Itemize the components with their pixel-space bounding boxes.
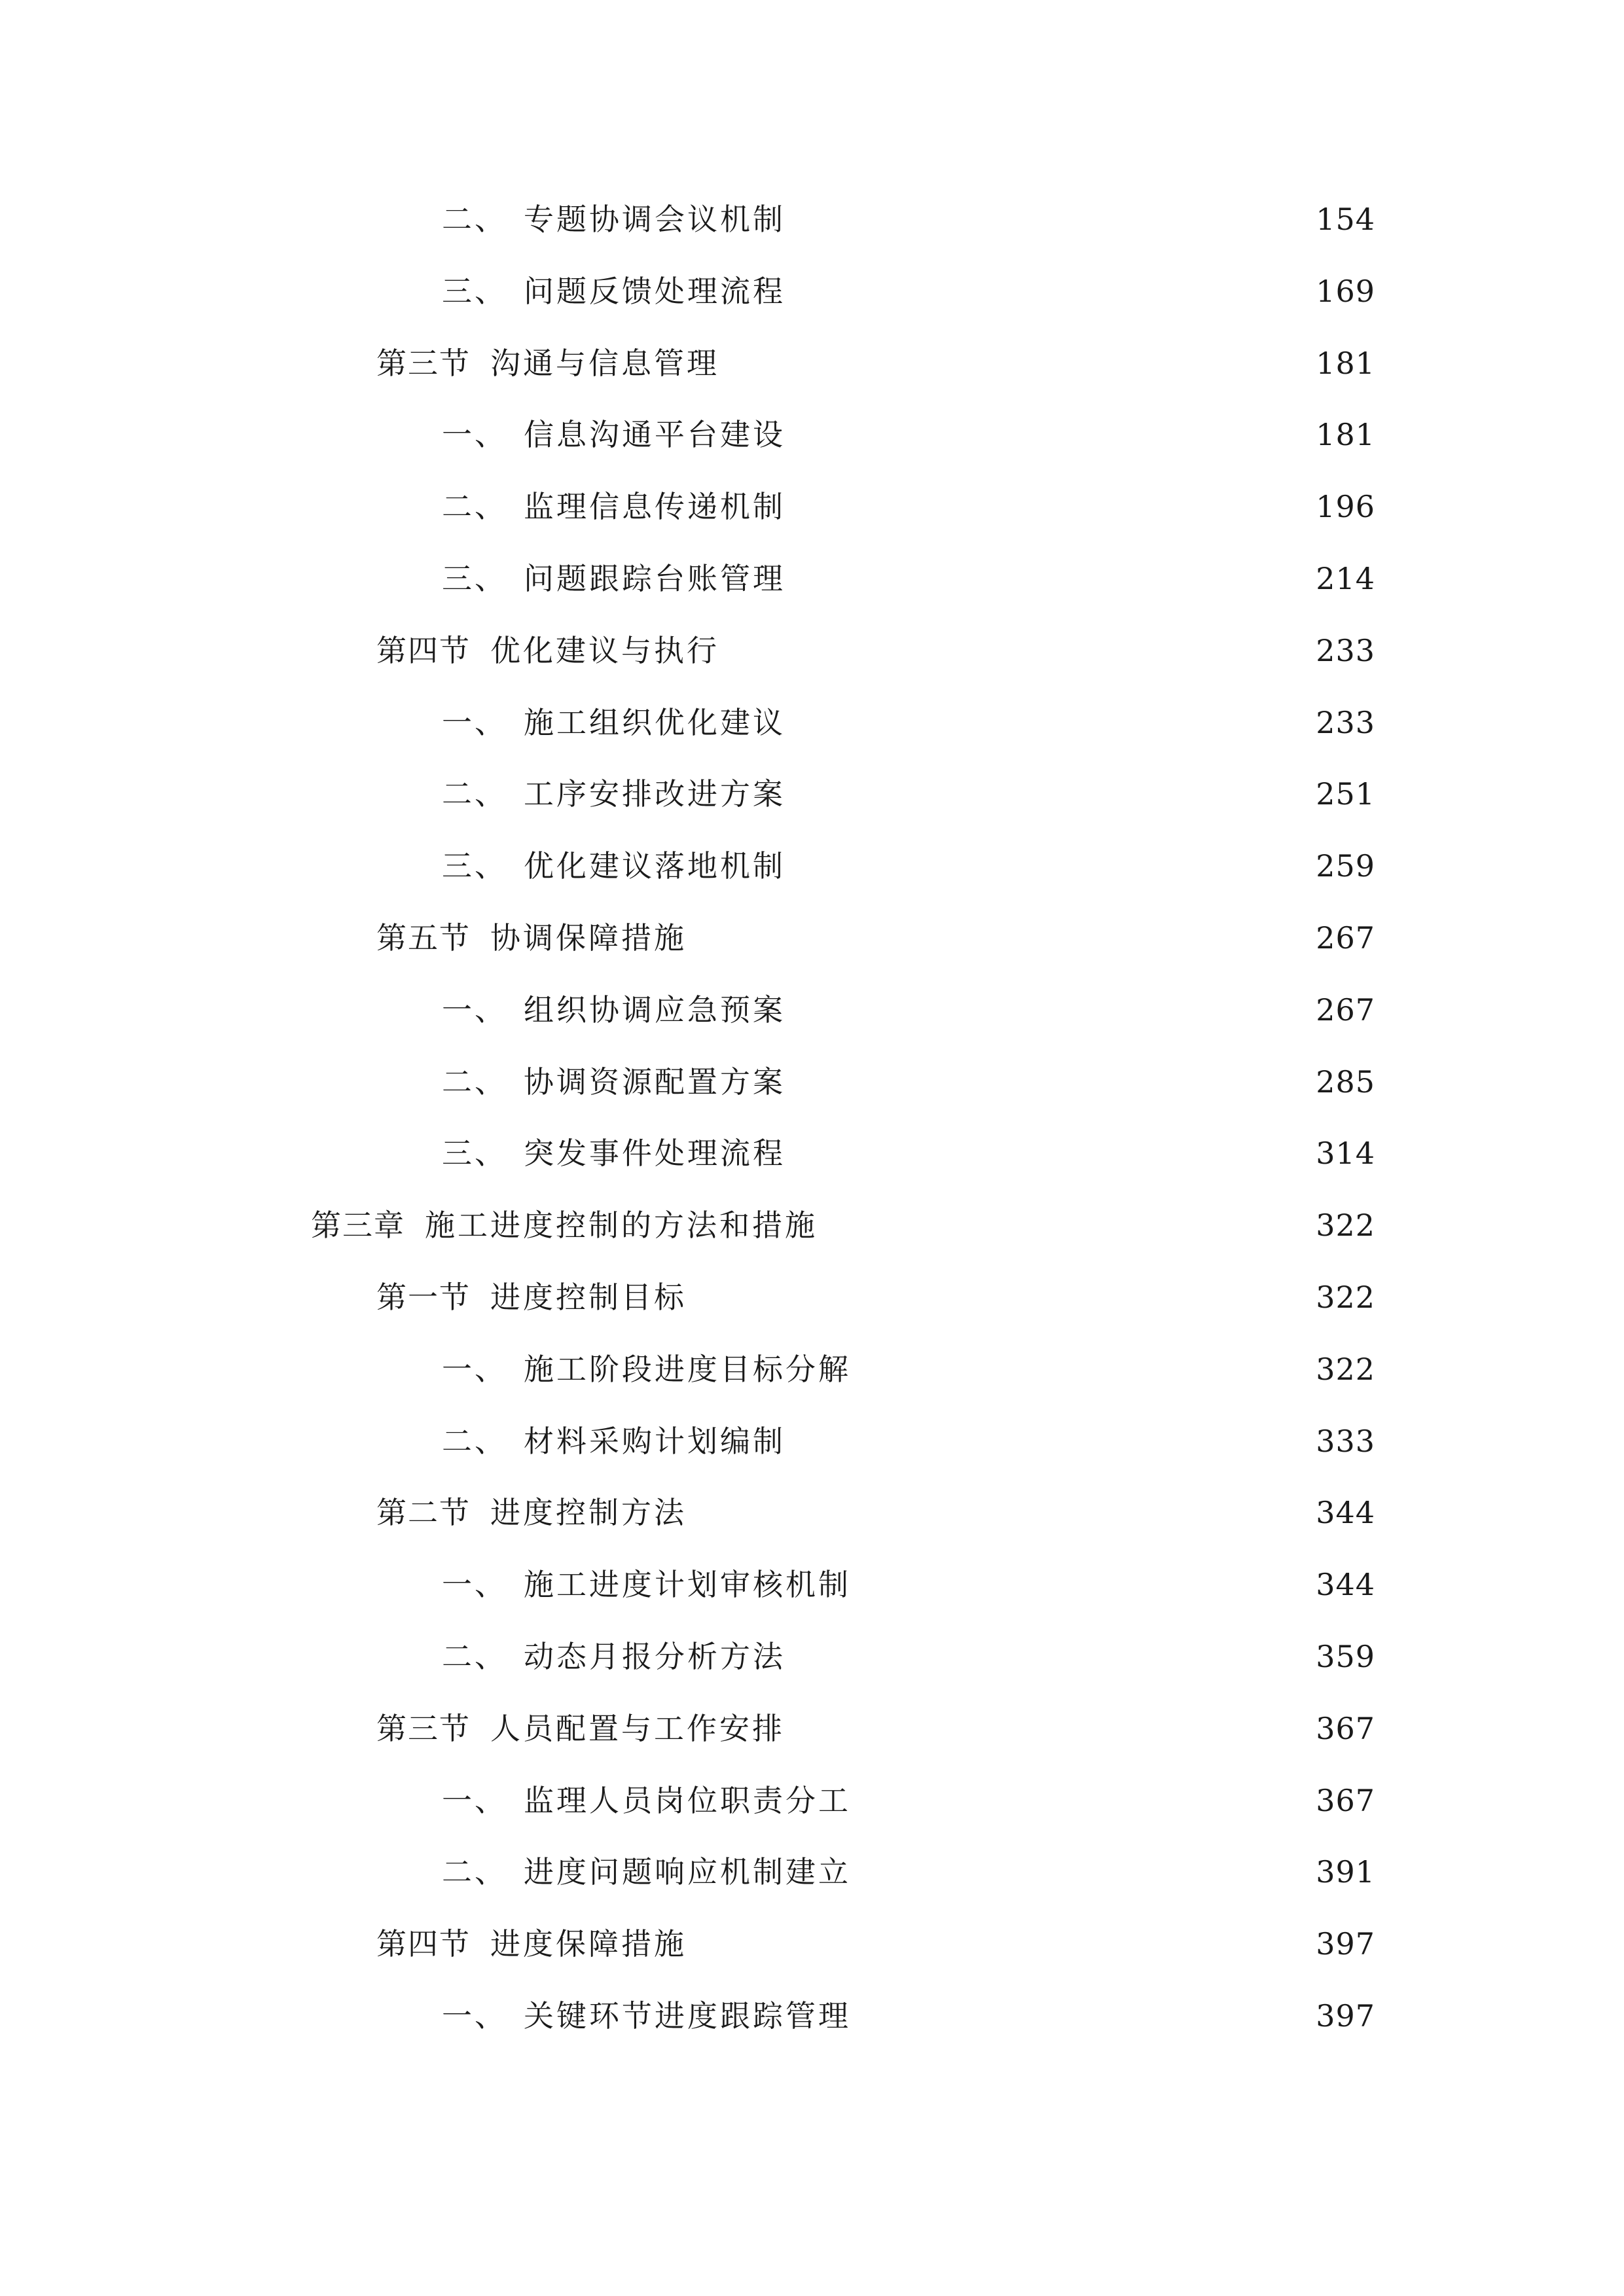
toc-entry-title: 突发事件处理流程 <box>524 1136 785 1171</box>
toc-entry[interactable] <box>442 268 1375 315</box>
toc-entry-page-number: 169 <box>1316 274 1375 309</box>
toc-entry-number: 一、 <box>442 417 507 452</box>
dot-leader <box>792 1058 1307 1105</box>
toc-entry-title: 材料采购计划编制 <box>524 1424 785 1459</box>
toc-entry-title: 信息沟通平台建设 <box>524 417 785 452</box>
toc-entry[interactable] <box>376 1489 1375 1536</box>
toc-entry[interactable] <box>376 340 1375 387</box>
dot-leader <box>857 1777 1307 1824</box>
toc-entry-title: 施工组织优化建议 <box>524 705 785 740</box>
toc-entry-number: 二、 <box>442 1639 507 1674</box>
toc-entry-page-number: 314 <box>1316 1136 1375 1171</box>
dot-leader <box>792 770 1307 817</box>
toc-entry[interactable] <box>442 699 1375 746</box>
toc-entry-page-number: 397 <box>1316 1998 1375 2034</box>
toc-entry-number: 一、 <box>442 1998 507 2034</box>
toc-entry-title: 专题协调会议机制 <box>524 202 785 237</box>
toc-entry-number: 三、 <box>442 848 507 884</box>
toc-entry-title: 进度保障措施 <box>490 1926 687 1962</box>
toc-entry-title: 协调资源配置方案 <box>524 1064 785 1100</box>
toc-entry[interactable] <box>376 1274 1375 1321</box>
dot-leader <box>693 1489 1307 1536</box>
toc-entry-title: 协调保障措施 <box>490 920 687 956</box>
dot-leader <box>792 268 1307 315</box>
toc-entry[interactable] <box>442 1346 1375 1393</box>
toc-entry-page-number: 397 <box>1316 1926 1375 1962</box>
toc-entry[interactable] <box>442 411 1375 458</box>
dot-leader <box>792 483 1307 530</box>
toc-entry-number: 第三章 <box>311 1208 405 1243</box>
toc-entry-number: 二、 <box>442 202 507 237</box>
toc-entry-number: 第四节 <box>376 633 471 668</box>
dot-leader <box>792 699 1307 746</box>
toc-entry-number: 二、 <box>442 1424 507 1459</box>
toc-entry-title: 问题反馈处理流程 <box>524 274 785 309</box>
toc-entry[interactable] <box>442 1633 1375 1680</box>
dot-leader <box>792 986 1307 1033</box>
toc-entry-page-number: 214 <box>1316 561 1375 596</box>
dot-leader <box>726 340 1307 387</box>
toc-entry-page-number: 333 <box>1316 1424 1375 1459</box>
toc-entry[interactable] <box>442 1130 1375 1177</box>
toc-entry-page-number: 391 <box>1316 1854 1375 1890</box>
toc-entry[interactable] <box>442 986 1375 1033</box>
dot-leader <box>791 1705 1307 1752</box>
toc-entry[interactable] <box>442 196 1375 243</box>
toc-entry-number: 一、 <box>442 1352 507 1387</box>
toc-entry[interactable] <box>442 555 1375 602</box>
dot-leader <box>792 1130 1307 1177</box>
toc-entry-number: 第二节 <box>376 1495 471 1530</box>
toc-entry-number: 三、 <box>442 1136 507 1171</box>
toc-entry[interactable] <box>442 770 1375 817</box>
toc-entry-page-number: 181 <box>1316 417 1375 452</box>
toc-entry-title: 关键环节进度跟踪管理 <box>524 1998 851 2034</box>
dot-leader <box>693 914 1307 961</box>
toc-entry[interactable] <box>376 1920 1375 1967</box>
toc-entry[interactable] <box>442 1777 1375 1824</box>
dot-leader <box>857 1992 1307 2039</box>
toc-entry-page-number: 285 <box>1316 1064 1375 1100</box>
toc-entry-number: 三、 <box>442 561 507 596</box>
toc-entry-title: 问题跟踪台账管理 <box>524 561 785 596</box>
toc-entry[interactable] <box>442 842 1375 889</box>
toc-entry-page-number: 344 <box>1316 1567 1375 1602</box>
dot-leader <box>726 627 1307 674</box>
toc-entry-number: 一、 <box>442 992 507 1028</box>
toc-entry-page-number: 322 <box>1316 1280 1375 1315</box>
dot-leader <box>693 1920 1307 1967</box>
toc-entry-number: 第一节 <box>376 1280 471 1315</box>
toc-entry-title: 施工阶段进度目标分解 <box>524 1352 851 1387</box>
toc-entry[interactable] <box>442 1418 1375 1465</box>
toc-entry-page-number: 233 <box>1316 705 1375 740</box>
dot-leader <box>792 555 1307 602</box>
toc-entry[interactable] <box>442 1058 1375 1105</box>
dot-leader <box>857 1561 1307 1608</box>
toc-entry-page-number: 367 <box>1316 1711 1375 1746</box>
toc-entry-page-number: 154 <box>1316 202 1375 237</box>
toc-entry[interactable] <box>442 1848 1375 1895</box>
toc-entry[interactable] <box>376 1705 1375 1752</box>
toc-entry-number: 一、 <box>442 705 507 740</box>
toc-entry-title: 优化建议落地机制 <box>524 848 785 884</box>
toc-entry-page-number: 322 <box>1316 1208 1375 1243</box>
toc-entry-number: 二、 <box>442 776 507 812</box>
toc-entry-number: 三、 <box>442 274 507 309</box>
toc-entry-title: 进度控制目标 <box>490 1280 687 1315</box>
dot-leader <box>857 1848 1307 1895</box>
toc-entry-title: 进度问题响应机制建立 <box>524 1854 851 1890</box>
toc-entry-title: 人员配置与工作安排 <box>490 1711 785 1746</box>
toc-entry-number: 第四节 <box>376 1926 471 1962</box>
toc-entry-number: 二、 <box>442 1854 507 1890</box>
toc-entry-page-number: 196 <box>1316 489 1375 524</box>
toc-entry-title: 监理人员岗位职责分工 <box>524 1783 851 1818</box>
toc-entry-title: 工序安排改进方案 <box>524 776 785 812</box>
dot-leader <box>792 1633 1307 1680</box>
toc-entry-title: 沟通与信息管理 <box>490 346 719 381</box>
toc-entry-page-number: 181 <box>1316 346 1375 381</box>
toc-entry-page-number: 251 <box>1316 776 1375 812</box>
toc-entry-title: 组织协调应急预案 <box>524 992 785 1028</box>
toc-entry-number: 一、 <box>442 1567 507 1602</box>
dot-leader <box>857 1346 1307 1393</box>
toc-entry-number: 二、 <box>442 489 507 524</box>
toc-entry-page-number: 267 <box>1316 920 1375 956</box>
toc-entry-number: 一、 <box>442 1783 507 1818</box>
toc-entry[interactable] <box>442 1561 1375 1608</box>
toc-entry-title: 监理信息传递机制 <box>524 489 785 524</box>
toc-entry-title: 施工进度控制的方法和措施 <box>425 1208 818 1243</box>
toc-entry-page-number: 344 <box>1316 1495 1375 1530</box>
toc-entry-page-number: 322 <box>1316 1352 1375 1387</box>
toc-entry-number: 第三节 <box>376 346 471 381</box>
toc-entry[interactable] <box>442 483 1375 530</box>
dot-leader <box>792 196 1307 243</box>
toc-entry-title: 进度控制方法 <box>490 1495 687 1530</box>
toc-entry-number: 二、 <box>442 1064 507 1100</box>
dot-leader <box>792 842 1307 889</box>
dot-leader <box>693 1274 1307 1321</box>
dot-leader <box>792 1418 1307 1465</box>
toc-entry-number: 第五节 <box>376 920 471 956</box>
toc-entry-title: 施工进度计划审核机制 <box>524 1567 851 1602</box>
toc-entry-page-number: 233 <box>1316 633 1375 668</box>
dot-leader <box>792 411 1307 458</box>
dot-leader <box>824 1202 1307 1249</box>
toc-entry-title: 动态月报分析方法 <box>524 1639 785 1674</box>
toc-entry[interactable] <box>311 1202 1375 1249</box>
toc-entry[interactable] <box>376 627 1375 674</box>
toc-entry-page-number: 367 <box>1316 1783 1375 1818</box>
toc-entry[interactable] <box>442 1992 1375 2039</box>
toc-entry-page-number: 359 <box>1316 1639 1375 1674</box>
toc-entry-title: 优化建议与执行 <box>490 633 719 668</box>
toc-entry-page-number: 267 <box>1316 992 1375 1028</box>
toc-entry-number: 第三节 <box>376 1711 471 1746</box>
toc-entry-page-number: 259 <box>1316 848 1375 884</box>
toc-entry[interactable] <box>376 914 1375 961</box>
